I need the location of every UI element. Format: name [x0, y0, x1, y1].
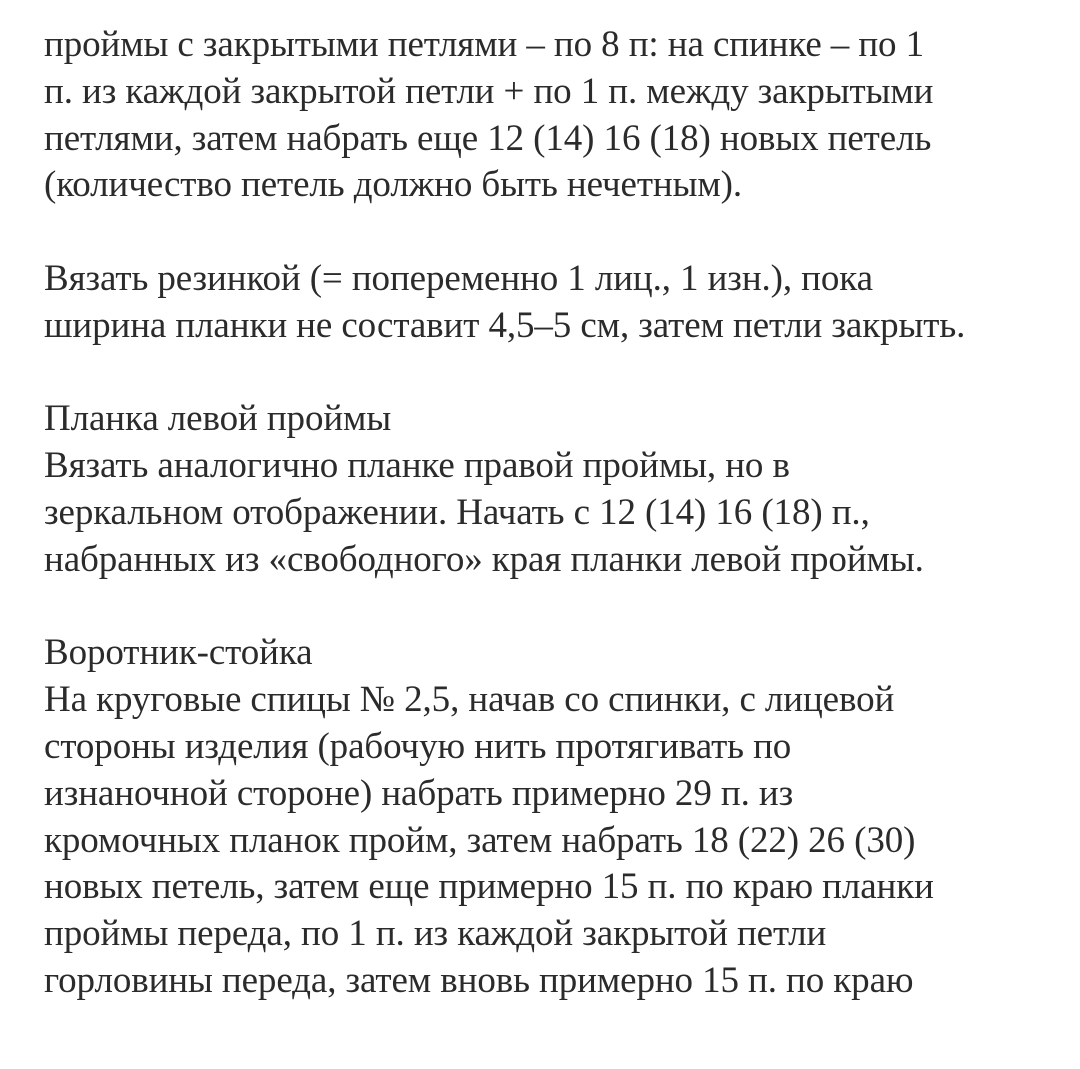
- text-line: Вязать резинкой (= попеременно 1 лиц., 1 изн.), пока: [44, 257, 873, 299]
- text-line: проймы переда, по 1 п. из каждой закрытой петли: [44, 913, 827, 955]
- text-line: набранных из «свободного» края планки левой проймы.: [44, 538, 924, 580]
- text-line: Вязать аналогично планке правой проймы, но в: [44, 445, 790, 487]
- text-line: п. из каждой закрытой петли + по 1 п. между закрытыми: [44, 70, 934, 112]
- text-line: проймы с закрытыми петлями – по 8 п: на спинке – по 1: [44, 24, 924, 65]
- paragraph-rib-knitting: [44, 256, 1064, 350]
- section-heading: Воротник-стойка: [44, 632, 313, 674]
- text-line: петлями, затем набрать еще 12 (14) 16 (18) новых петель: [44, 117, 932, 159]
- text-line: стороны изделия (рабочую нить протягивать по: [44, 725, 792, 767]
- text-line: зеркальном отображении. Начать с 12 (14) 16 (18) п.,: [44, 491, 870, 533]
- section-heading: Планка левой проймы: [44, 398, 392, 440]
- text-line: (количество петель должно быть нечетным).: [44, 164, 743, 206]
- section-stand-collar: [44, 630, 1064, 1004]
- paragraph-armhole-pickup: [44, 22, 1064, 209]
- text-line: ширина планки не составит 4,5–5 см, затем петли закрыть.: [44, 304, 966, 346]
- text-line: кромочных планок пройм, затем набрать 18 (22) 26 (30): [44, 819, 916, 861]
- text-line: горловины переда, затем вновь примерно 15 п. по краю: [44, 959, 914, 1001]
- section-left-armhole-band: [44, 396, 1064, 583]
- document-page: [44, 22, 1064, 1005]
- text-line: На круговые спицы № 2,5, начав со спинки, с лицевой: [44, 679, 895, 721]
- text-line: новых петель, затем еще примерно 15 п. по краю планки: [44, 866, 934, 908]
- text-line: изнаночной стороне) набрать примерно 29 п. из: [44, 772, 794, 814]
